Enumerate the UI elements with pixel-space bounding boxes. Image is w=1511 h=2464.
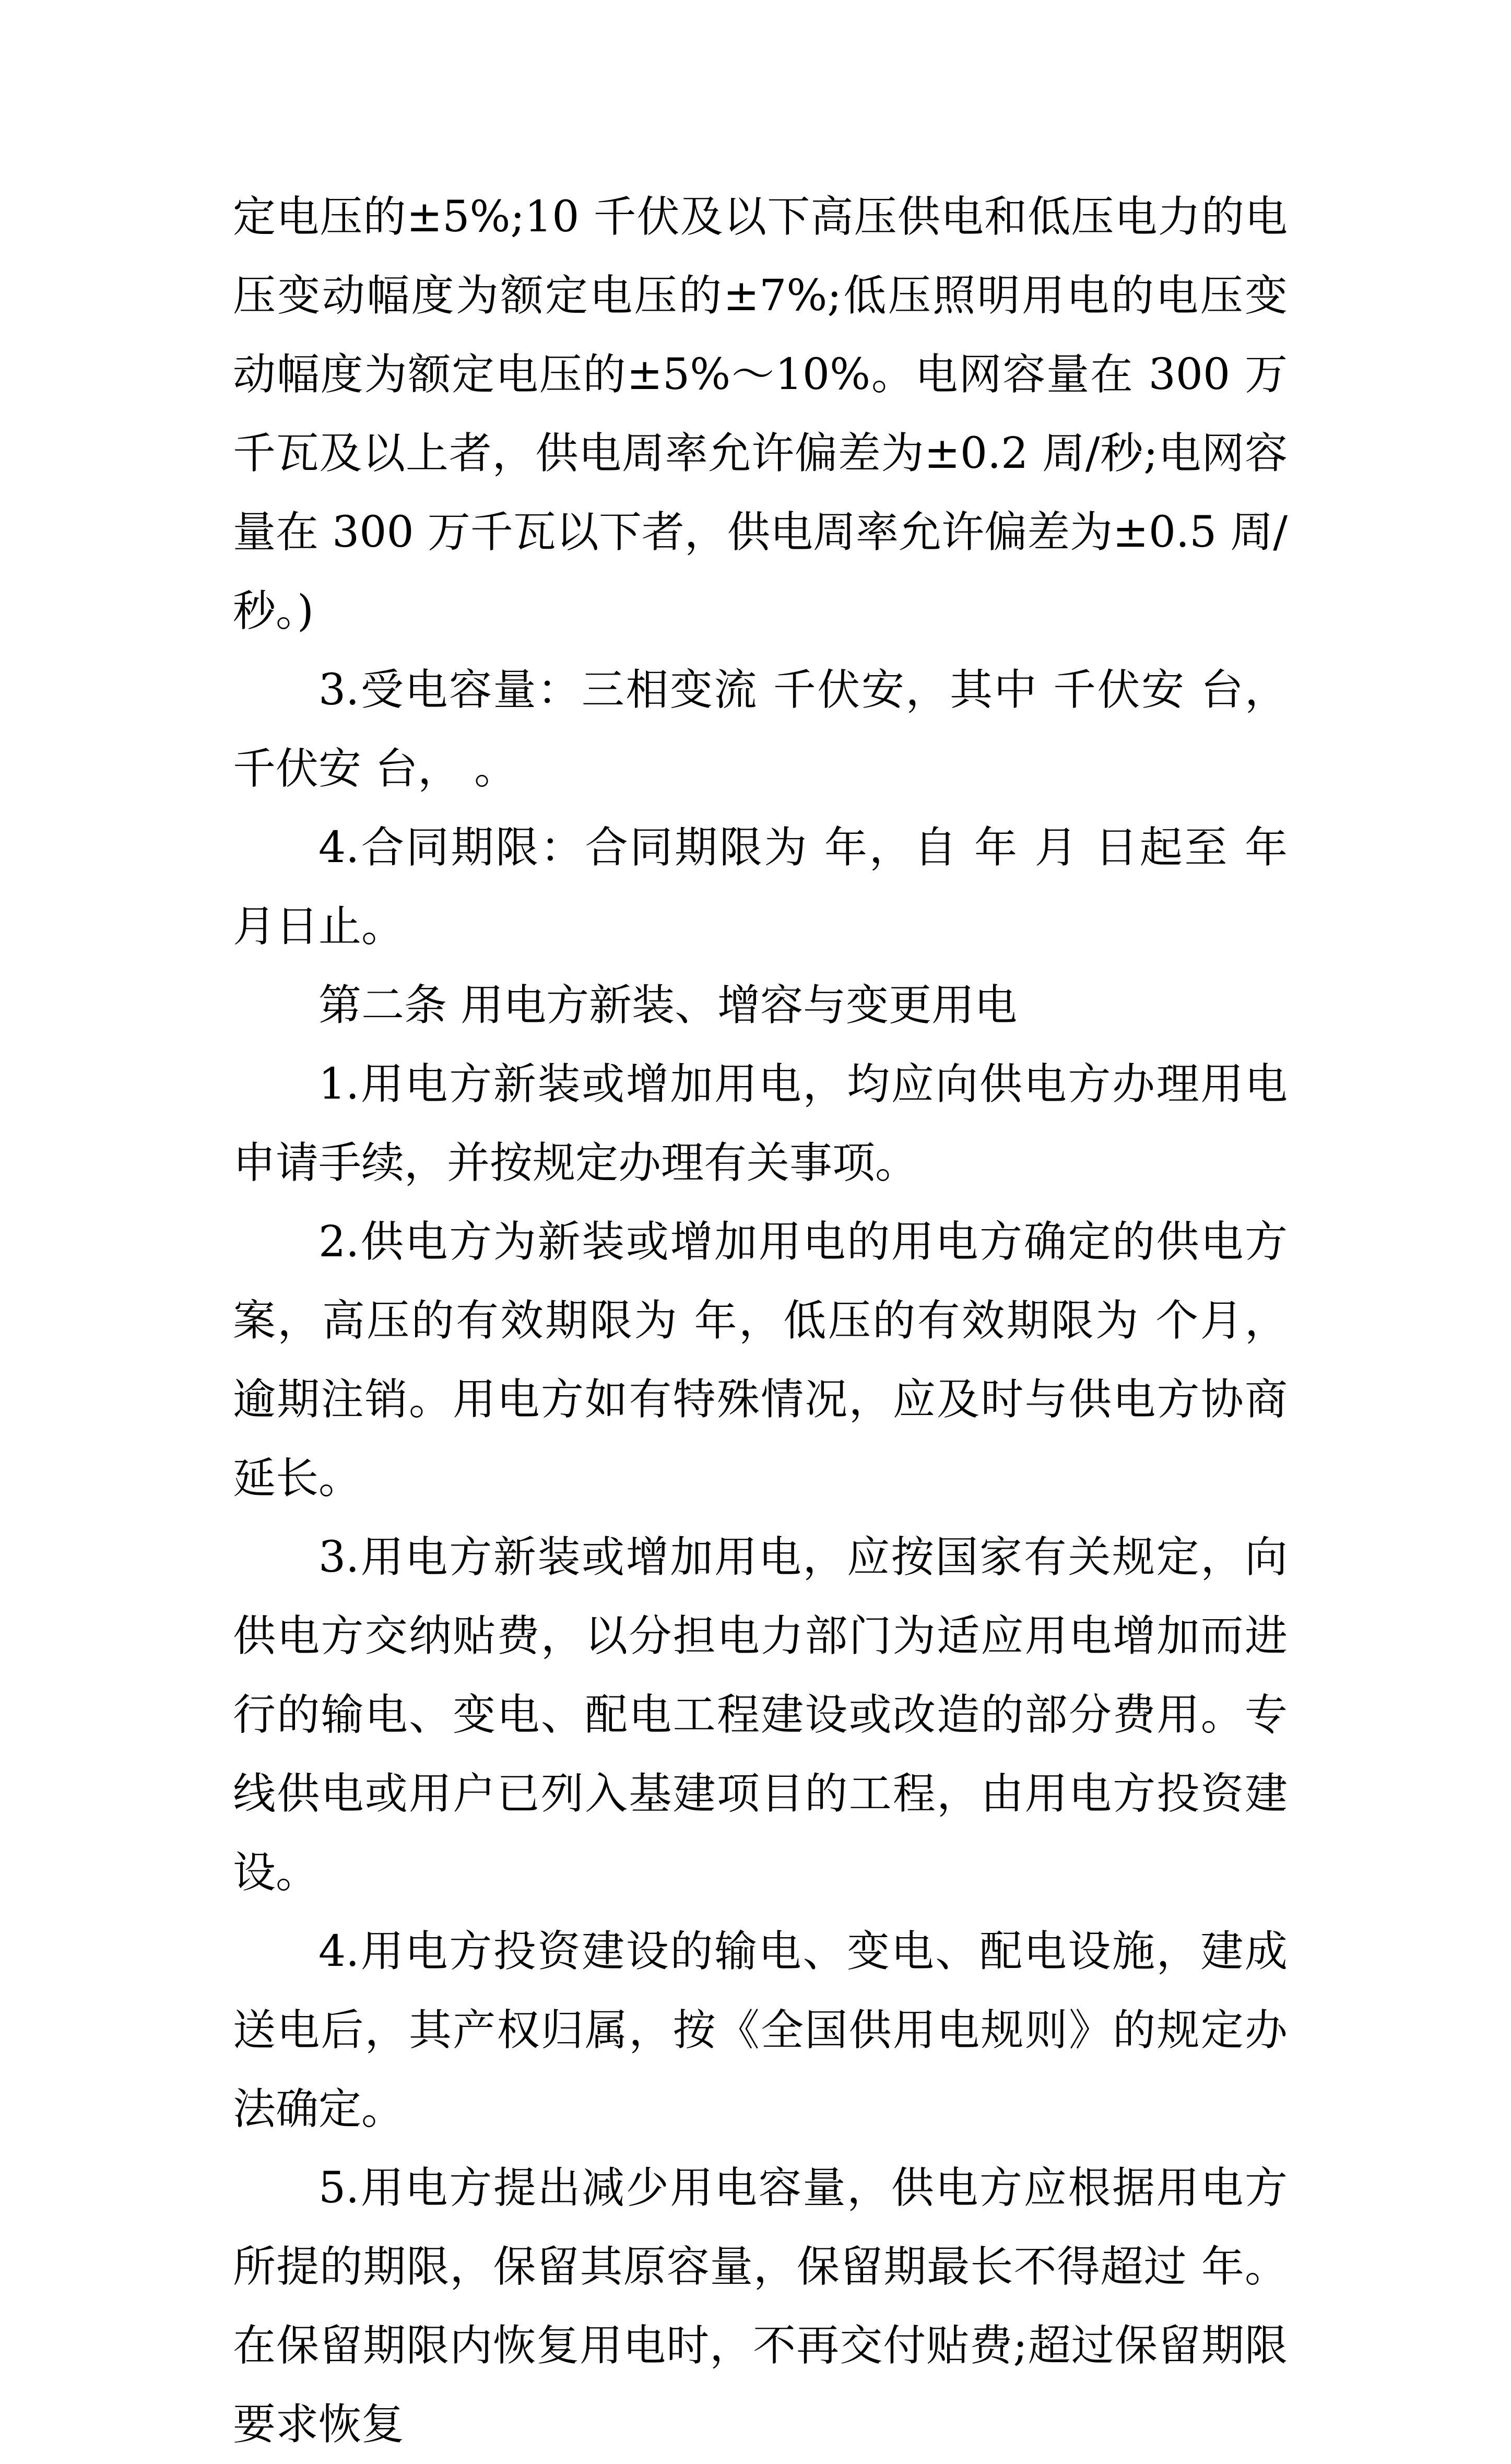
paragraph-item-5: 5.用电方提出减少用电容量，供电方应根据用电方所提的期限，保留其原容量，保留期最长不得超过 年。在保留期限内恢复用电时，不再交付贴费;超过保留期限要求恢复 (233, 2163, 1288, 2449)
paragraph-capacity: 3.受电容量：三相变流 千伏安，其中 千伏安 台， 千伏安 台， 。 (233, 665, 1288, 794)
paragraph-item-2: 2.供电方为新装或增加用电的用电方确定的供电方案，高压的有效期限为 年，低压的有效期限为 个月，逾期注销。用电方如有特殊情况，应及时与供电方协商延长。 (233, 1217, 1288, 1503)
paragraph-item-3: 3.用电方新装或增加用电，应按国家有关规定，向供电方交纳贴费，以分担电力部门为适应用电增加而进行的输电、变电、配电工程建设或改造的部分费用。专线供电或用户已列入基建项目的工程，由用电方投资建设。 (233, 1532, 1288, 1897)
document-body (233, 178, 1288, 2464)
paragraph-item-1: 1.用电方新装或增加用电，均应向供电方办理用电申请手续，并按规定办理有关事项。 (233, 1059, 1288, 1188)
paragraph-item-4: 4.用电方投资建设的输电、变电、配电设施，建成送电后，其产权归属，按《全国供用电规则》的规定办法确定。 (233, 1927, 1288, 2134)
paragraph-contract-term: 4.合同期限：合同期限为 年，自 年 月 日起至 年 月日止。 (233, 823, 1288, 951)
article-heading-2: 第二条 用电方新装、增容与变更用电 (318, 981, 1018, 1030)
paragraph-voltage-frequency: 定电压的±5%;10 千伏及以下高压供电和低压电力的电压变动幅度为额定电压的±7%;低压照明用电的电压变动幅度为额定电压的±5%～10%。电网容量在 300 万千瓦及以上者，供电周率允许偏差为±0.2 周/秒;电网容量在 300 万千瓦以下者，供电周率允许偏差为±0.5 周/秒。) (233, 192, 1288, 636)
